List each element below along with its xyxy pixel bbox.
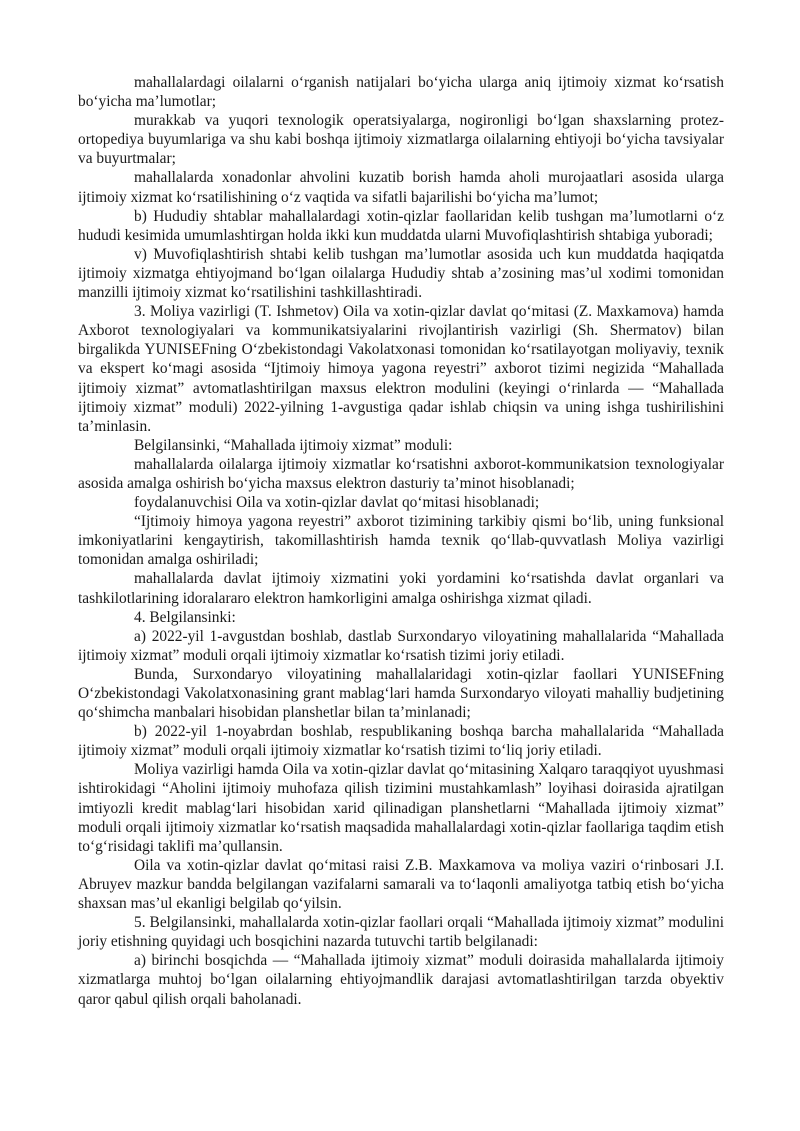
paragraph-10: “Ijtimoiy himoya yagona reyestri” axborot tizimining tarkibiy qismi boʻlib, uning funksional imkoniyatlarini kengaytirish, takomillashtirish hamda texnik qoʻllab-quvvatlash Moliya vazirligi tomonidan amalga oshiriladi;: [78, 513, 724, 569]
paragraph-1: mahallalardagi oilalarni oʻrganish natijalari boʻyicha ularga aniq ijtimoiy xizmat koʻrsatish boʻyicha maʼlumotlar;: [78, 74, 724, 111]
paragraph-16: Moliya vazirligi hamda Oila va xotin-qizlar davlat qoʻmitasining Xalqaro taraqqiyot uyushmasi ishtirokidagi “Aholini ijtimoiy muhofaza qilish tizimini mustahkamlash” loyihasi doirasida ajratilgan imtiyozli kredit mablagʻlari hisobidan xarid qilinadigan planshetlarni “Mahallada ijtimoiy xizmat” moduli orqali ijtimoiy xizmatlar koʻrsatish maqsadida mahallalardagi xotin-qizlar faollariga taqdim etish toʻgʻrisidagi taklifi maʼqullansin.: [78, 761, 724, 855]
paragraph-13: a) 2022-yil 1-avgustdan boshlab, dastlab Surxondaryo viloyatining mahallalarida “Mahallada ijtimoiy xizmat” moduli orqali ijtimoiy xizmatlar koʻrsatish tizimi joriy etiladi.: [78, 627, 724, 664]
paragraph-14: Bunda, Surxondaryo viloyatining mahallalaridagi xotin-qizlar faollari YUNISEFning Oʻzbekistondagi Vakolatxonasining grant mablagʻlari hamda Surxondaryo viloyati mahalliy budjetining qoʻshimcha manbalari hisobidan planshetlar bilan taʼminlanadi;: [78, 665, 724, 722]
paragraph-6: 3. Moliya vazirligi (T. Ishmetov) Oila va xotin-qizlar davlat qoʻmitasi (Z. Maxkamova) hamda Axborot texnologiyalari va kommunikatsiyalarini rivojlantirish vazirligi (Sh. Shermatov) bilan birgalikda YUNISEFning Oʻzbekistondagi Vakolatxonasi tomonidan koʻrsatilayotgan moliyaviy, texnik va ekspert koʻmagi asosida “Ijtimoiy himoya yagona reyestri” axborot tizimi negizida “Mahallada ijtimoiy xizmat” avtomatlashtirilgan maxsus elektron modulini (keyingi oʻrinlarda — “Mahallada ijtimoiy xizmat” moduli) 2022-yilning 1-avgustiga qadar ishlab chiqsin va uning ishga tushirilishini taʼminlasin.: [78, 303, 724, 435]
paragraph-17: Oila va xotin-qizlar davlat qoʻmitasi raisi Z.B. Maxkamova va moliya vaziri oʻrinbosari J.I. Abruyev mazkur bandda belgilangan vazifalarni samarali va toʻlaqonli amaliyotga tatbiq etish boʻyicha shaxsan masʼul ekanligi belgilab qoʻyilsin.: [78, 856, 724, 913]
paragraph-5: v) Muvofiqlashtirish shtabi kelib tushgan maʼlumotlar asosida uch kun muddatda haqiqatda ijtimoiy xizmatga ehtiyojmand boʻlgan oilalarga Hududiy shtab aʼzosining masʼul xodimi tomonidan manzilli ijtimoiy xizmat koʻrsatilishini tashkillashtiradi.: [78, 245, 724, 302]
paragraph-8: mahallalarda oilalarga ijtimoiy xizmatlar koʻrsatishni axborot-kommunikatsion texnologiyalar asosida amalga oshirish boʻyicha maxsus elektron dasturiy taʼminot hisoblanadi;: [78, 455, 724, 492]
paragraph-2: murakkab va yuqori texnologik operatsiyalarga, nogironligi boʻlgan shaxslarning protez-ortopediya buyumlariga va shu kabi boshqa ijtimoiy xizmatlarga oilalarning ehtiyoji boʻyicha tavsiyalar va buyurtmalar;: [78, 112, 724, 168]
paragraph-7: Belgilansinki, “Mahallada ijtimoiy xizmat” moduli:: [134, 436, 453, 454]
document-page: [78, 73, 724, 1009]
paragraph-19: a) birinchi bosqichda — “Mahallada ijtimoiy xizmat” moduli doirasida mahallalarda ijtimoiy xizmatlarga muhtoj boʻlgan oilalarning ehtiyojmandlik darajasi avtomatlashtirilgan tarzda obyektiv qaror qabul qilish orqali baholanadi.: [78, 952, 724, 1008]
paragraph-11: mahallalarda davlat ijtimoiy xizmatini yoki yordamini koʻrsatishda davlat organlari va tashkilotlarining idoralararo elektron hamkorligini amalga oshirishga xizmat qiladi.: [78, 570, 724, 607]
paragraph-4: b) Hududiy shtablar mahallalardagi xotin-qizlar faollaridan kelib tushgan maʼlumotlarni oʻz hududi kesimida umumlashtirgan holda ikki kun muddatda ularni Muvofiqlashtirish shtabiga yuboradi;: [78, 207, 724, 244]
paragraph-12: 4. Belgilansinki:: [134, 608, 236, 626]
paragraph-18: 5. Belgilansinki, mahallalarda xotin-qizlar faollari orqali “Mahallada ijtimoiy xizmat” modulini joriy etishning quyidagi uch bosqichini nazarda tutuvchi tartib belgilanadi:: [78, 914, 724, 951]
paragraph-15: b) 2022-yil 1-noyabrdan boshlab, respublikaning boshqa barcha mahallalarida “Mahallada ijtimoiy xizmat” moduli orqali ijtimoiy xizmatlar koʻrsatish tizimi toʻliq joriy etiladi.: [78, 723, 724, 760]
paragraph-9: foydalanuvchisi Oila va xotin-qizlar davlat qoʻmitasi hisoblanadi;: [134, 494, 540, 512]
paragraph-3: mahallalarda xonadonlar ahvolini kuzatib borish hamda aholi murojaatlari asosida ularga ijtimoiy xizmat koʻrsatilishining oʻz vaqtida va sifatli bajarilishi boʻyicha maʼlumot;: [78, 169, 724, 206]
